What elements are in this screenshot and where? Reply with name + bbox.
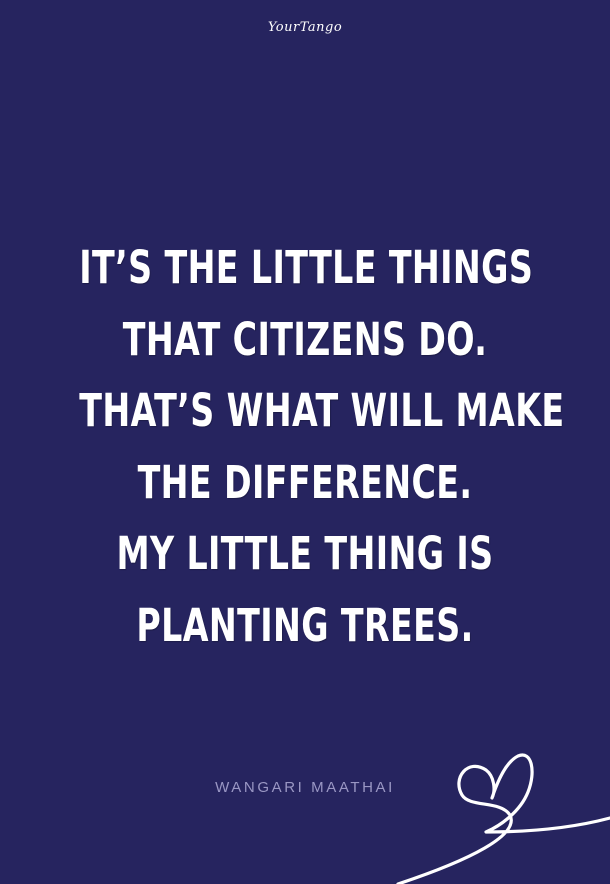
quote-line: THAT CITIZENS DO. bbox=[122, 312, 488, 366]
quote-line: THAT’S WHAT WILL MAKE bbox=[79, 384, 565, 437]
quote-text bbox=[0, 232, 610, 661]
quote-line: THE DIFFERENCE. bbox=[137, 455, 473, 509]
quote-line: MY LITTLE THING IS bbox=[116, 527, 494, 580]
quote-author: WANGARI MAATHAI bbox=[215, 779, 395, 796]
brand-logo: YourTango bbox=[267, 20, 343, 35]
quote-line: PLANTING TREES. bbox=[136, 598, 474, 652]
quote-line: IT’S THE LITTLE THINGS bbox=[79, 241, 534, 294]
